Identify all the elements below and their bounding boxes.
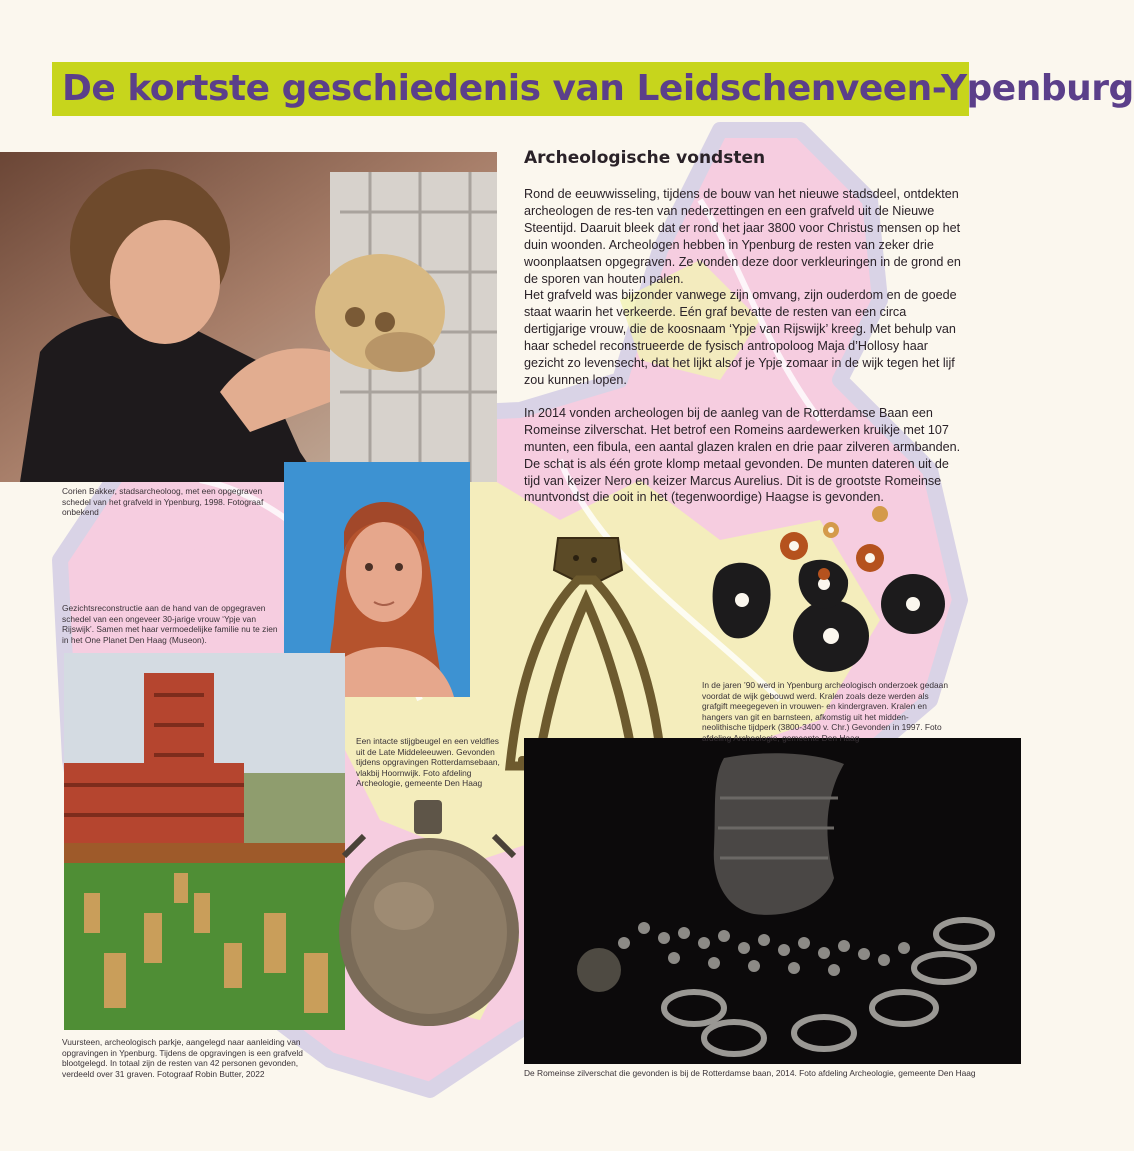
canteen-photo	[334, 796, 524, 1030]
body-text	[524, 186, 964, 522]
skull-caption: Corien Bakker, stadsarcheoloog, met een opgegraven schedel van het grafveld in Ypenburg, 1998. Fotograaf onbekend	[62, 486, 264, 517]
beads-caption: In de jaren ’90 werd in Ypenburg archeologisch onderzoek gedaan voordat de wijk gebouwd werd. Kralen zoals deze werden als grafgift meegegeven in vrouwen- en kindergraven. Kralen en hangers van git en barnsteen, afkomstig uit het midden-neolithische tijdperk (3800-3400 v. Chr.) Gevonden in 1997. Foto afdeling Archeologie, gemeente Den Haag	[702, 680, 948, 743]
skull-photo	[0, 152, 497, 482]
section-heading: Archeologische vondsten	[524, 148, 766, 168]
park-caption: Vuursteen, archeologisch parkje, aangelegd naar aanleiding van opgravingen in Ypenburg. Tijdens de opgravingen is een grafveld blootgelegd. In totaal zijn de resten van 42 personen gevonden, verdeeld over 31 graven. Fotograaf Robin Butter, 2022	[62, 1037, 303, 1079]
stirrup-caption: Een intacte stijgbeugel en een veldfles uit de Late Middeleeuwen. Gevonden tijdens opgravingen Rotterdamsebaan, vlakbij Hoornwijk. Foto afdeling Archeologie, gemeente Den Haag	[356, 736, 500, 788]
face-caption: Gezichtsreconstructie aan de hand van de opgegraven schedel van een ongeveer 30-jarige vrouw ‘Ypje van Rijswijk’. Samen met haar vermoedelijke familie nu te zien in het One Planet Den Haag (Museon).	[62, 603, 278, 645]
beads-photo	[706, 496, 952, 676]
page-title: De kortste geschiedenis van Leidschenveen-Ypenburg	[62, 68, 1134, 109]
paragraph-1: Rond de eeuwwisseling, tijdens de bouw van het nieuwe stadsdeel, ontdekten archeologen de res-ten van nederzettingen en een grafveld uit de Nieuwe Steentijd. Daaruit bleek dat er rond het jaar 3800 voor Christus mensen op het duin woonden. Archeologen hebben in Ypenburg de resten van zeker drie woonplaatsen opgegraven. Ze vonden deze door verkleuringen in de grond en de sporen van houten palen.	[524, 187, 961, 286]
treasure-caption: De Romeinse zilverschat die gevonden is bij de Rotterdamse baan, 2014. Foto afdeling Archeologie, gemeente Den Haag	[524, 1068, 976, 1078]
roman-treasure-photo	[524, 738, 1021, 1064]
paragraph-3: In 2014 vonden archeologen bij de aanleg van de Rotterdamse Baan een Romeinse zilverschat. Het betrof een Romeins aardewerken kruikje met 107 munten, een fibula, een aantal glazen kralen en drie paar zilveren armbanden. De schat is als één grote klomp metaal gevonden. De munten dateren uit de tijd van keizer Nero en keizer Marcus Aurelius. Dit is de grootste Romeinse muntvondst die ooit in het (tegenwoordige) Haagse is gevonden.	[524, 405, 961, 505]
park-photo	[64, 653, 345, 1030]
paragraph-2: Het grafveld was bijzonder vanwege zijn omvang, zijn ouderdom en de goede staat waarin het verkeerde. Eén graf bevatte de resten van een circa dertigjarige vrouw, die de koosnaam ‘Ypje van Rijswijk’ kreeg. Met behulp van haar schedel reconstrueerde de fysisch antropoloog Maja d’Hollosy haar gezicht zo levensecht, dat het lijkt alsof je Ypje zomaar in de wijk tegen het lijf zou kunnen lopen.	[524, 288, 957, 387]
title-banner	[52, 62, 1134, 116]
